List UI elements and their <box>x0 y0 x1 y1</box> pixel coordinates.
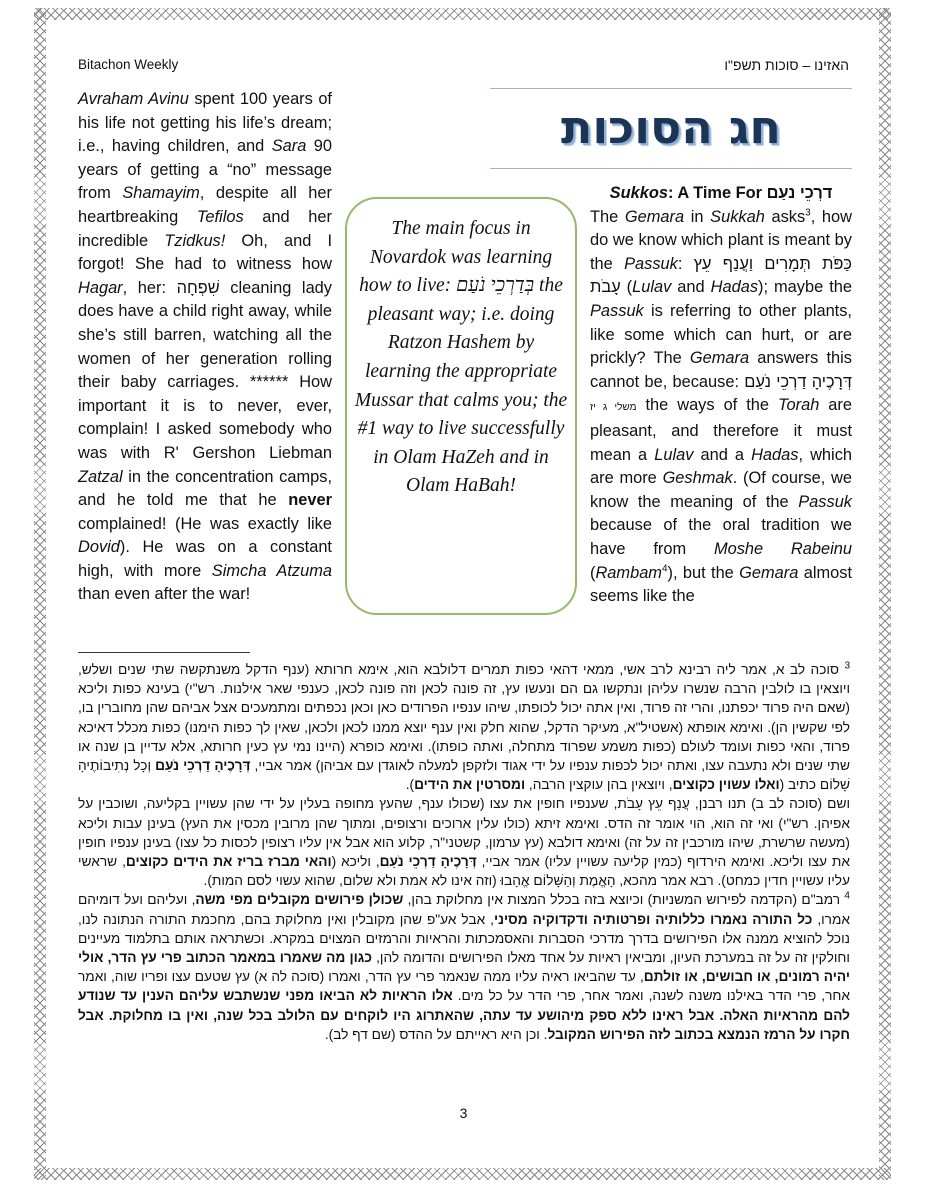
text-run: complained! (He was exactly like <box>78 514 332 533</box>
text-run: Lulav <box>632 278 672 297</box>
text-run: Simcha Atzuma <box>211 561 332 580</box>
text-run: Passuk <box>590 301 644 320</box>
text-run: ), but the <box>667 563 740 582</box>
text-run: is referring to other plants, like some which can hurt, or are prickly? The <box>590 301 852 368</box>
text-run: Passuk <box>798 492 852 511</box>
text-run: אלו הראיות לא הביאו מפני שנשתבש עליהם הענין עד שנודע להם מהראיות האלה. אבל ראינו ללא ספק מיהושע עד עתה, שהאתרוג היו לוקחים עם הלולב בכל שנה, ואין בו מחלוקת. אבל חקרו על הרמז הנמצא בכתוב לזה הפירוש המקובל <box>78 988 850 1042</box>
text-run: Gemara <box>739 563 799 582</box>
text-run: The <box>590 207 625 226</box>
text-run: never <box>288 491 332 510</box>
text-run: : A Time For <box>667 184 767 202</box>
text-run: Hadas <box>751 445 799 464</box>
text-run: , ועליהם ועל דומיהם אמרו, <box>78 892 850 927</box>
text-run: Geshmak <box>662 469 733 488</box>
footnote-3-continued <box>78 794 850 890</box>
text-run: , שראשי עליו עשויין חדין כמחט). רבא אמר מהכא, הָאֱמֶת וְהַשָּׁלוֹם אֱהָבוּ (וזה אינו לא אמת ולא שלום, שהוא עשוי לסם המות). <box>78 854 850 889</box>
decorative-border-left <box>34 8 46 1180</box>
text-run: והאי מברז בריז את הידים כקוצים <box>125 854 332 870</box>
text-run: the ways of the <box>636 396 778 415</box>
text-run: , how do we know which plant is meant by the <box>590 207 852 273</box>
footnote-4 <box>78 890 850 1044</box>
page-number: 3 <box>459 1105 468 1121</box>
text-run: Avraham Avinu <box>78 90 189 108</box>
text-run: ); maybe the <box>758 278 852 297</box>
text-run: Shamayim <box>122 184 200 203</box>
footnote-3 <box>78 660 850 794</box>
text-run: Dovid <box>78 538 120 557</box>
text-run: , which are more <box>590 445 853 488</box>
text-run: and <box>671 278 711 297</box>
footnote-reference: 4 <box>661 563 668 575</box>
text-run: שכולן פירושים מקובלים מפי משה <box>195 892 404 908</box>
text-run: Zatzal <box>78 467 123 486</box>
text-run: 90 years of getting a “no” message from <box>78 137 332 203</box>
right-column-text <box>590 208 852 606</box>
text-run: Sara <box>271 137 307 156</box>
text-run: Passuk <box>624 254 678 273</box>
text-run: spent 100 years of his life not getting his life’s dream; i.e., having children, and <box>78 90 332 156</box>
text-run: ( <box>590 563 596 582</box>
text-run: , despite all her heartbreaking <box>78 184 332 226</box>
text-run: , אבל אע"פ שהן מקובלין ואין מחלוקת בהם, מחכמת התורה הנתונה לנו, נוכל להוציא ממנה אלו הפירושים בדרך מדרכי הסברות והאסמכתות והראיות והרמזים המצוים במקרא. וכשתראה אותם בתלמוד מעיינים וחולקין זה על זה במערכת העיון, ומביאין ראיות על אחד מאלו הפירושים והדומה להן, <box>78 911 850 966</box>
footnote-reference: 3 <box>805 207 811 219</box>
text-run: דרְכֵי נעַם <box>766 184 833 202</box>
text-run: than even after the war! <box>78 585 251 604</box>
text-run: משלי ג יז <box>590 402 637 414</box>
text-run: Tefilos <box>196 207 244 226</box>
text-run: כגון מה שאמרו במאמר הכתוב פרי עץ הדר, אולי יהיה רמונים, או חבושים, או זולתם <box>78 950 850 985</box>
text-run: almost seems like the <box>590 563 852 606</box>
text-run: in the concentration camps, and he told me that he <box>78 467 332 510</box>
text-run: Rambam <box>595 563 662 582</box>
right-column <box>590 182 852 609</box>
text-run: because of the oral tradition we have from <box>590 516 852 558</box>
text-run: Sukkah <box>710 207 765 226</box>
text-run: ואלו עשוין כקוצים <box>672 777 780 793</box>
text-run: דְּרָכֶיהָ דַרְכֵי נֹעַם <box>379 854 477 870</box>
text-run: Hadas <box>710 278 759 297</box>
text-run: ). He was on a constant high, with more <box>78 538 332 580</box>
callout-box: The main focus in Novardok was learning how to live: בְּדַרְכֵי נֹעַם the pleasant way; i.e. doing Ratzon Hashem by learning the appropriate Mussar that calms you; the #1 way to live successfully in Olam HaZeh and in Olam HaBah! <box>345 197 577 615</box>
text-run: Gemara <box>689 349 750 368</box>
decorative-border-top <box>34 8 891 20</box>
text-run: answers this cannot be, because: דְּרָכֶיהָ דַרְכֵי נֹעַם <box>590 349 852 391</box>
footnotes <box>78 660 850 1044</box>
text-run: סוכה לב א, אמר ליה רבינא לרב אשי, ממאי דהאי כפות תמרים דלולבא הוא, אימא חרותא (ענף הדקל משנתקשה שתי שנים ושלש, ויוצאין בו לולבין הרבה שנשרו עליהן ונתקשו גם הם ונעשו עץ, זה פונה לכאן וזה פונה לכאן, כענפי שאר אילנות. רש"י) בעינא כפות וליכא (שאם היה פרוד יכפתנו, והרי זה פרוד, ואין אתה יכול לכופתו, שיהו ענפיו הפרודים כאן וכאן נכפתים ומתמעכים אצל אביהם שהן מחוברין בו, לפי שקשין הן). ואימא אופתא (אשטיל"א, מעיקר הדקל, שהוא חלק ואין ענף יוצא ממנו לכאן ולכאן, שאין לך כפות הימנו) כפות מכלל דאיכא פרוד, והאי כפות ועומד לעולם (כפות משמע שפרוד מתחלה, ואתה כופתו). ואימא כופרא (היינו נמי עץ כעין חרותא, אלא עדיין בן שנה או שתי שנים ולא נתעבה עצו, ואתה יכול לכפות ענפיו על ידי אגוד ולזקפן למעלה לאוגדן עם אביהן) אמר אביי, <box>78 662 850 774</box>
text-run: רמב"ם (הקדמה לפירוש המשניות) וכיוצא בזה בכלל המצות אין מחלוקת בהן, <box>403 892 845 908</box>
text-run: Moshe Rabeinu <box>713 539 852 558</box>
text-run: דְּרָכֶיהָ דַרְכֵי נֹעַם <box>155 758 251 774</box>
decorative-border-bottom <box>34 1168 891 1180</box>
text-run: ושם (סוכה לב ב) תנו רבנן, עֲנַף עֵץ עָבֹת, שענפיו חופין את עצו (שכולו ענף, שהעץ מחופה בעלין על ידי שהן עשויין בקליעה, ושוכבין על אפיהן. רש"י) ואי זה הוא, הוי אומר זה הדס. ואימא זיתא (כולו עלין ארוכים ורצופים, ומתוך שהן מרובין מכסין את העץ) בעינן עבות וליכא (מעשה שרשרת, שיהו מורכבין זה על זה) ואימא דולבא (עץ ערמון, קשטני"ר, קלוע הוא אבל אין עליו רצופין לכסות כל עצו) בעינן ענפיו חופין את עצו וליכא. ואימא הירדוף (כמין קליעה עשויין עליו) אמר אביי, <box>78 796 850 870</box>
text-run: . וכן היא ראייתם על ההדס (שם דף לב). <box>324 1026 548 1042</box>
header-publication-name: Bitachon Weekly <box>78 57 179 72</box>
footnote-reference: 3 <box>844 660 850 672</box>
text-run: ומסרטין את הידים <box>414 777 526 793</box>
text-run: ). <box>405 777 415 793</box>
text-run: Hagar <box>78 278 123 297</box>
text-run: : כַּפֹּת תְּמָרִים וַעֲנַף עֵץ עָבֹת ( <box>590 254 853 297</box>
text-run: , her: שִׁפְחָה cleaning lady does have a child right away, while she’s still barren, watching all the women of her generation rolling their baby carriages. ****** How important it is to never, ever, complain! I asked somebody who was with R' Gershon Liebman <box>78 278 332 462</box>
decorative-border-right <box>879 8 891 1180</box>
text-run: , ויוצאין בהן עוקצין הרבה, <box>525 777 673 793</box>
footnote-reference: 4 <box>844 890 850 902</box>
text-run: asks <box>764 207 806 226</box>
text-run: are pleasant, and therefore it must mean a <box>590 396 852 464</box>
text-run: Oh, and I forgot! She had to witness how <box>78 231 332 274</box>
header-issue: האזינו – סוכות תשפ"ו <box>724 57 849 73</box>
text-run: וְכָל נְתִיבוֹתֶיהָ שָׁלוֹם כתיב ( <box>78 758 850 793</box>
text-run: Gemara <box>624 207 685 226</box>
text-run: כל התורה נאמרו כללותיה ופרטותיה ודקדוקיה מסיני <box>493 911 813 927</box>
text-run: Sukkos <box>609 184 668 202</box>
text-run: and her incredible <box>78 207 332 250</box>
text-run: . (Of course, we know the meaning of the <box>590 469 853 511</box>
text-run: Tzidkus! <box>164 231 226 250</box>
text-run: , עד שהביאו ראיה עליו ממה שנאמר פרי עץ הדר, ואמרו (סוכה לה א) עץ שטעם עצו ופריו שוה, ואמר אחר, פרי הדר באילנו משנה לשנה, ואמר אחר, פרי הדר על כל מים. <box>78 969 850 1004</box>
title-rule-top <box>490 88 852 89</box>
text-run: , וליכא ( <box>331 854 380 870</box>
footnote-separator <box>78 652 250 653</box>
text-run: in <box>684 207 711 226</box>
left-column-text <box>78 90 332 603</box>
text-run: Lulav <box>654 445 694 464</box>
text-run: Torah <box>778 396 820 415</box>
text-run: and a <box>693 445 752 464</box>
section-heading <box>590 182 852 206</box>
page-title: חג הסוכות <box>560 100 782 154</box>
title-rule-bottom <box>490 168 852 169</box>
